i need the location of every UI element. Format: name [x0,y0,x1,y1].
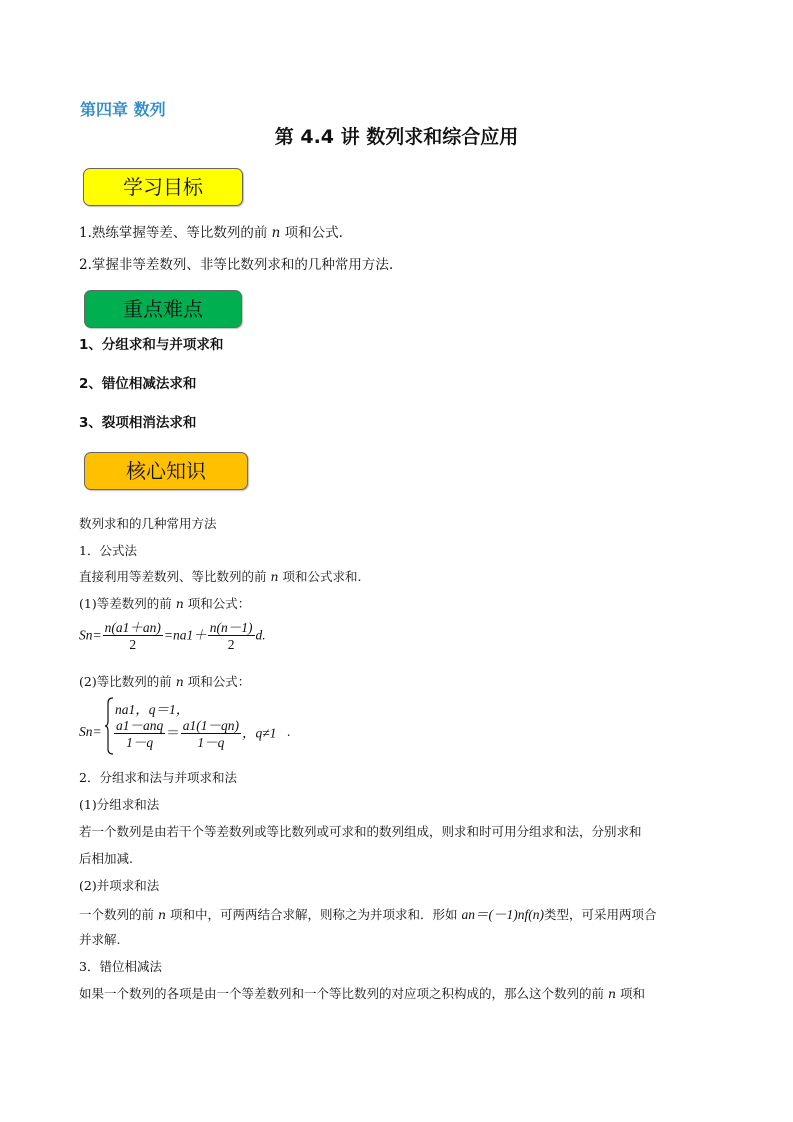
method-2b-text-1-pre: 一个数列的前 [79,907,158,922]
method-2b-text-2: 并求解. [79,932,121,947]
method-2b-text-1-mid: 项和中，可两两结合求解，则称之为并项求和．形如 [166,907,462,922]
goal-item-1-var: n [271,225,281,241]
method-2b-title: (2)并项求和法 [79,878,160,893]
geo-label-pre: (2)等比数列的前 [79,674,176,689]
key-point-1: 1、分组求和与并项求和 [79,337,224,353]
section-goals-banner: 学习目标 [83,168,243,206]
method-2b-text-1-formula: an＝(－1)nf(n) [461,907,544,922]
geo-formula-end-dot: . [287,724,291,739]
geo-label-post: 项和公式： [183,674,251,689]
geo-frac-1-den: 1－q [126,735,154,750]
section-core-banner: 核心知识 [84,452,248,490]
goal-item-1-post: 项和公式. [280,225,343,241]
geo-frac-1 [114,718,165,751]
geo-case-1: na1，q＝1， [115,702,190,717]
arith-formula-tail: d. [255,627,266,643]
key-point-2: 2、错位相减法求和 [79,376,197,392]
key-point-3: 3、裂项相消法求和 [79,415,197,431]
arith-frac-2 [208,620,255,653]
lesson-title: 第 4.4 讲 数列求和综合应用 [274,126,519,148]
method-3-text-var: n [607,986,617,1001]
arith-frac-1 [103,620,163,653]
arith-frac-2-num: n(n－1) [209,620,253,635]
method-1-title: 1．公式法 [79,543,137,558]
arith-label-pre: (1)等差数列的前 [79,596,176,611]
section-key-banner: 重点难点 [84,290,242,328]
goal-item-1-pre: 1.熟练掌握等差、等比数列的前 [79,225,272,241]
goal-item-1 [79,221,343,241]
method-1-text-post: 项和公式求和. [278,569,362,584]
method-2b-text-1-var: n [157,907,167,922]
method-2b-text-1 [79,903,657,923]
arith-frac-1-den: 2 [129,637,137,652]
geo-label-var: n [175,674,184,689]
arith-formula-mid: =na1＋ [163,627,207,643]
arith-frac-2-den: 2 [227,637,235,652]
geo-formula [79,696,319,756]
method-3-text-pre: 如果一个数列的各项是由一个等差数列和一个等比数列的对应项之积构成的，那么这个数列的前 [79,986,608,1001]
arith-label-var: n [175,596,184,611]
method-1-text-pre: 直接利用等差数列、等比数列的前 [79,569,271,584]
geo-label [79,672,250,690]
geo-frac-2-num: a1(1－qn) [182,718,239,733]
method-1-text-var: n [270,569,279,584]
geo-frac-1-num: a1－anq [116,718,164,733]
geo-frac-2 [181,718,241,751]
geo-formula-lhs: Sn= [79,724,102,739]
geo-case-2: $\frac{\text{a1－anq}}{1-q}$ ＝ $\frac{a1(1-qn)}{1-q}$ ，q≠1 [116,718,277,750]
geo-case-2-tail: ，q≠1 [242,725,277,741]
method-1-text [79,567,362,585]
method-2b-text-1-post: 类型，可采用两项合 [543,907,657,922]
method-3-text-post: 项和 [616,986,646,1001]
method-2a-text-2: 后相加减. [79,851,133,866]
arith-formula [79,620,266,653]
method-2-title: 2．分组求和法与并项求和法 [79,770,237,785]
method-2a-text-1: 若一个数列是由若干个等差数列或等比数列或可求和的数列组成，则求和时可用分组求和法，分别求和 [79,824,642,839]
arith-label-post: 项和公式： [183,596,251,611]
geo-frac-2-den: 1－q [197,735,225,750]
arith-label [79,594,250,612]
arith-frac-1-num: n(a1＋an) [104,620,161,635]
goal-item-2: 2.掌握非等差数列、非等比数列求和的几种常用方法. [79,257,394,273]
arith-formula-lhs: Sn= [79,627,102,643]
core-intro: 数列求和的几种常用方法 [79,516,217,531]
method-3-title: 3．错位相减法 [79,959,162,974]
method-3-text [79,984,645,1002]
method-2a-title: (1)分组求和法 [79,797,160,812]
chapter-heading: 第四章 数列 [80,100,166,119]
